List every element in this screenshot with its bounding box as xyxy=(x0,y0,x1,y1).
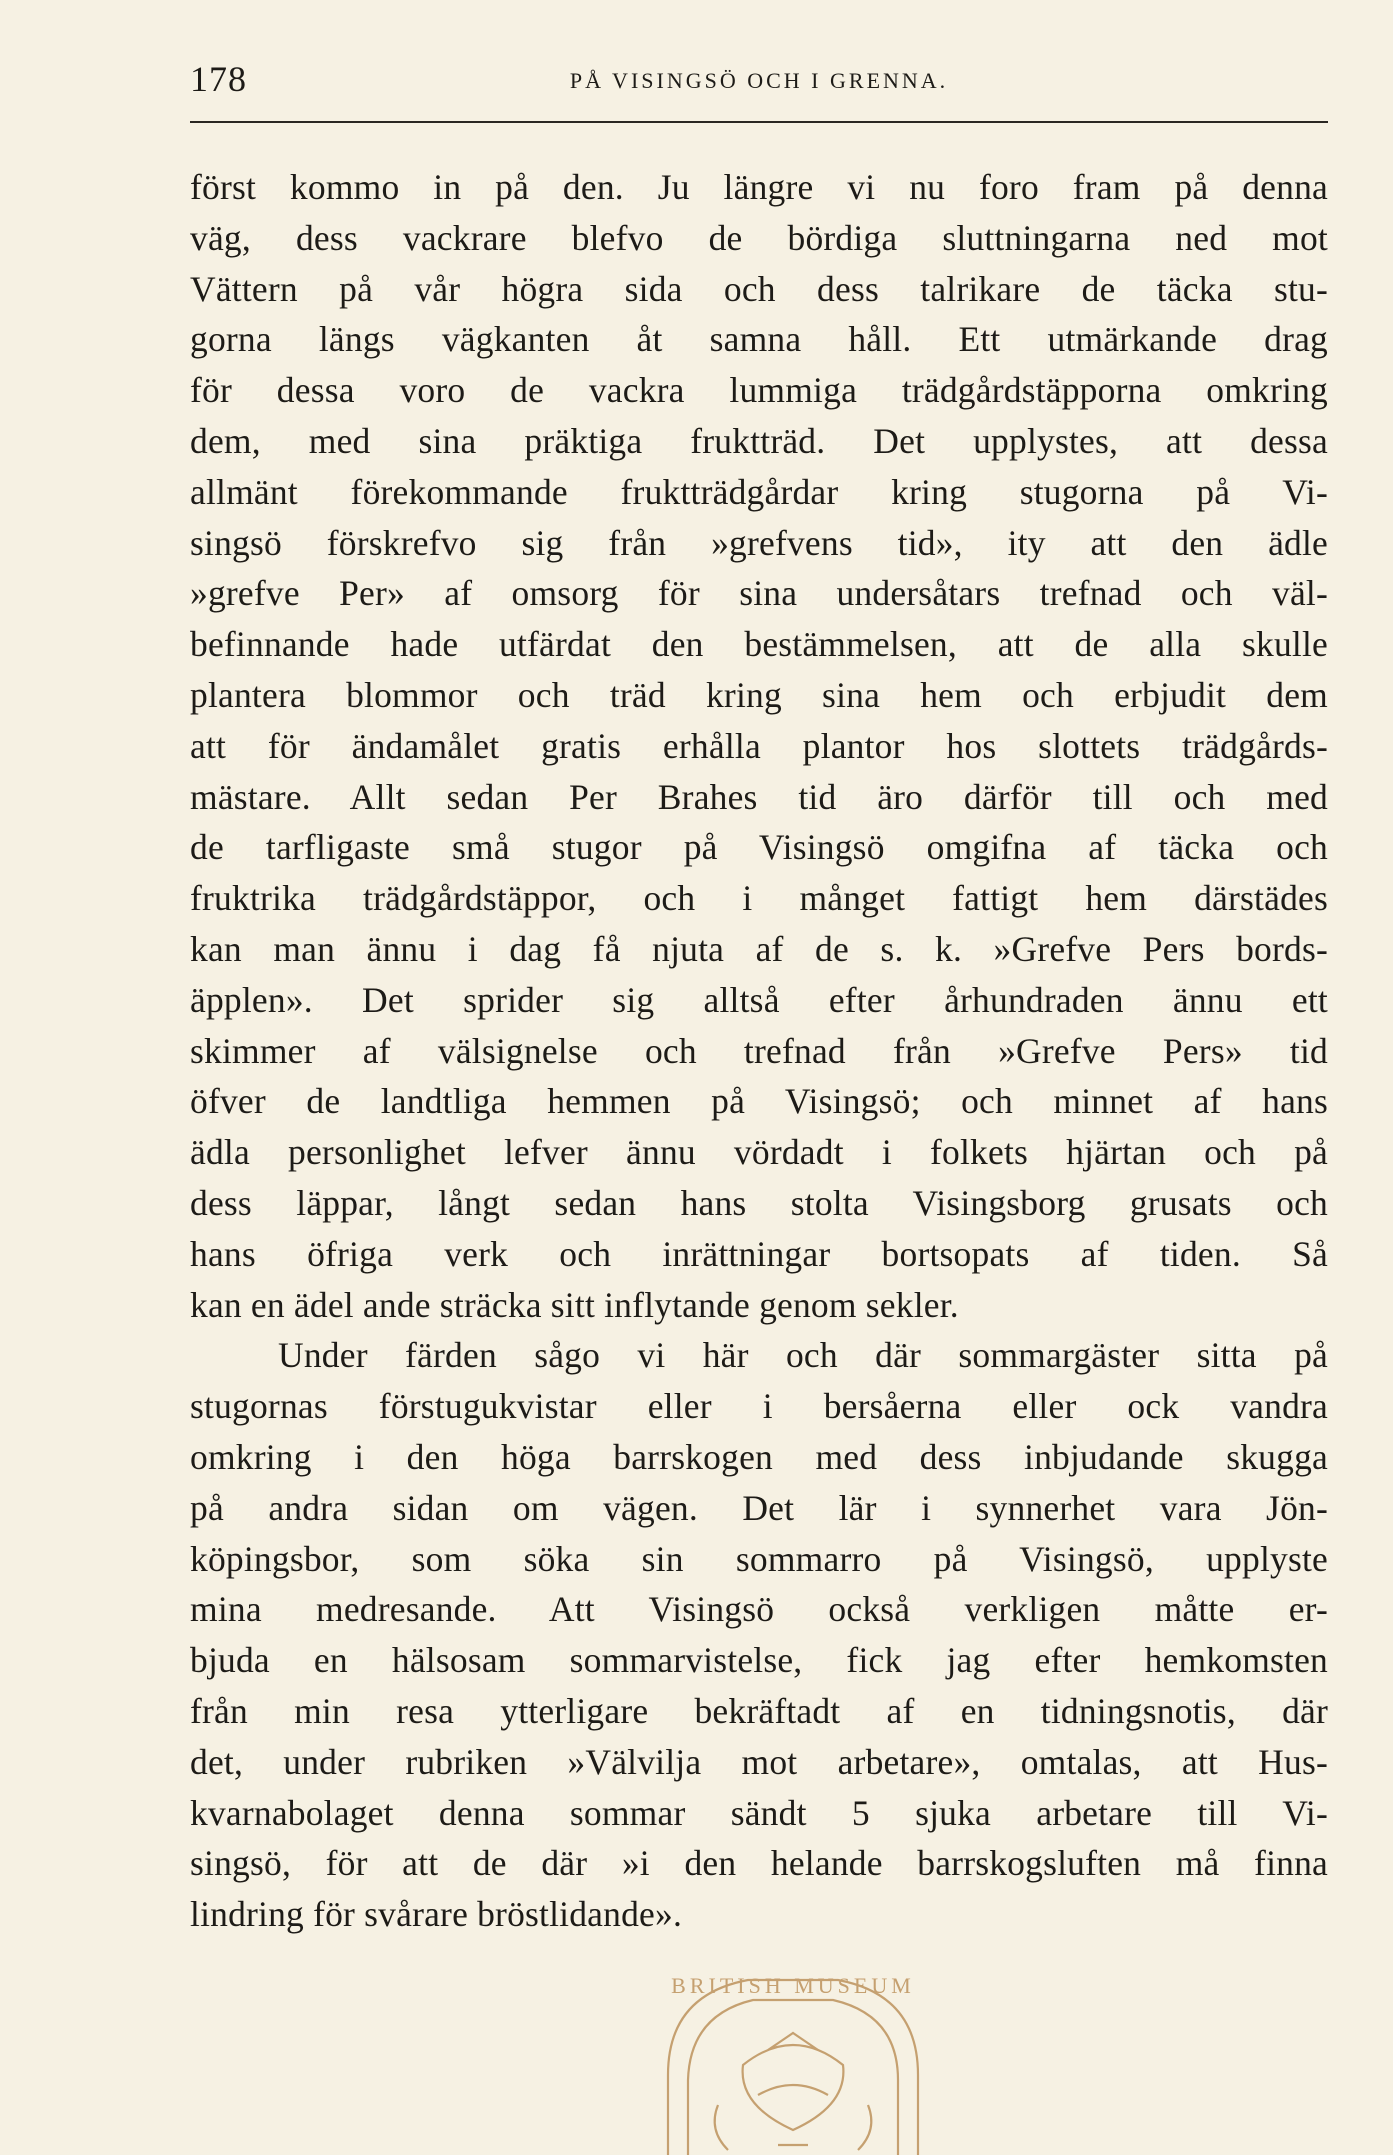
text-line: mästare. Allt sedan Per Brahes tid äro därför till och med xyxy=(190,776,1328,817)
text-line: stugornas förstugukvistar eller i bersåerna eller ock vandra xyxy=(190,1386,1328,1427)
text-line: singsö förskrefvo sig från »grefvens tid», ity att den ädle xyxy=(190,522,1328,563)
text-line: ädla personlighet lefver ännu vördadt i folkets hjärtan och på xyxy=(190,1132,1328,1173)
text-line: på andra sidan om vägen. Det lär i synnerhet vara Jön- xyxy=(190,1487,1328,1528)
text-line: singsö, för att de där »i den helande barrskogsluften må finna xyxy=(190,1843,1328,1884)
text-line: öfver de landtliga hemmen på Visingsö; och minnet af hans xyxy=(190,1081,1328,1122)
text-line: äpplen». Det sprider sig alltså efter århundraden ännu ett xyxy=(190,979,1328,1020)
header-rule xyxy=(190,121,1328,123)
page-header xyxy=(190,58,1328,104)
text-line: dem, med sina präktiga fruktträd. Det upplystes, att dessa xyxy=(190,420,1328,461)
text-line: Under färden sågo vi här och där sommargäster sitta på xyxy=(278,1335,1328,1376)
text-line: att för ändamålet gratis erhålla plantor hos slottets trädgårds- xyxy=(190,725,1328,766)
body-text xyxy=(190,162,1328,1940)
text-line: skimmer af välsignelse och trefnad från »Grefve Pers» tid xyxy=(190,1030,1328,1071)
text-line: bjuda en hälsosam sommarvistelse, fick jag efter hemkomsten xyxy=(190,1640,1328,1681)
text-line: kan en ädel ande sträcka sitt inflytande genom sekler. xyxy=(190,1284,959,1325)
text-line: kvarnabolaget denna sommar sändt 5 sjuka arbetare till Vi- xyxy=(190,1792,1328,1833)
text-line: först kommo in på den. Ju längre vi nu foro fram på denna xyxy=(190,167,1328,207)
text-line: lindring för svårare bröstlidande». xyxy=(190,1894,683,1935)
text-line: allmänt förekommande fruktträdgårdar kring stugorna på Vi- xyxy=(190,471,1328,512)
text-line: kan man ännu i dag få njuta af de s. k. »Grefve Pers bords- xyxy=(190,928,1328,969)
stamp-legend: BRITISH MUSEUM xyxy=(671,1973,915,1998)
running-title: PÅ VISINGSÖ OCH I GRENNA. xyxy=(569,68,949,93)
text-line: gorna längs vägkanten åt samna håll. Ett utmärkande drag xyxy=(190,319,1328,360)
text-line: för dessa voro de vackra lummiga trädgårdstäpporna omkring xyxy=(190,370,1328,411)
text-line: dess läppar, långt sedan hans stolta Visingsborg grusats och xyxy=(190,1182,1328,1223)
museum-stamp-icon xyxy=(648,1955,938,2155)
text-line: »grefve Per» af omsorg för sina undersåtars trefnad och väl- xyxy=(190,573,1328,614)
text-line: hans öfriga verk och inrättningar bortsopats af tiden. Så xyxy=(190,1233,1328,1274)
text-line: det, under rubriken »Välvilja mot arbetare», omtalas, att Hus- xyxy=(190,1741,1328,1782)
text-line: befinnande hade utfärdat den bestämmelsen, att de alla skulle xyxy=(190,624,1328,665)
text-line: från min resa ytterligare bekräftadt af en tidningsnotis, där xyxy=(190,1690,1328,1731)
text-line: Vättern på vår högra sida och dess talrikare de täcka stu- xyxy=(190,268,1328,309)
text-line: plantera blommor och träd kring sina hem och erbjudit dem xyxy=(190,674,1328,715)
text-line: väg, dess vackrare blefvo de bördiga sluttningarna ned mot xyxy=(190,217,1328,258)
text-line: mina medresande. Att Visingsö också verkligen måtte er- xyxy=(190,1589,1328,1630)
text-line: köpingsbor, som söka sin sommarro på Visingsö, upplyste xyxy=(190,1538,1328,1579)
page-number: 178 xyxy=(190,59,247,99)
text-line: de tarfligaste små stugor på Visingsö omgifna af täcka och xyxy=(190,827,1328,868)
text-line: omkring i den höga barrskogen med dess inbjudande skugga xyxy=(190,1436,1328,1477)
text-line: fruktrika trädgårdstäppor, och i månget fattigt hem därstädes xyxy=(190,878,1328,919)
